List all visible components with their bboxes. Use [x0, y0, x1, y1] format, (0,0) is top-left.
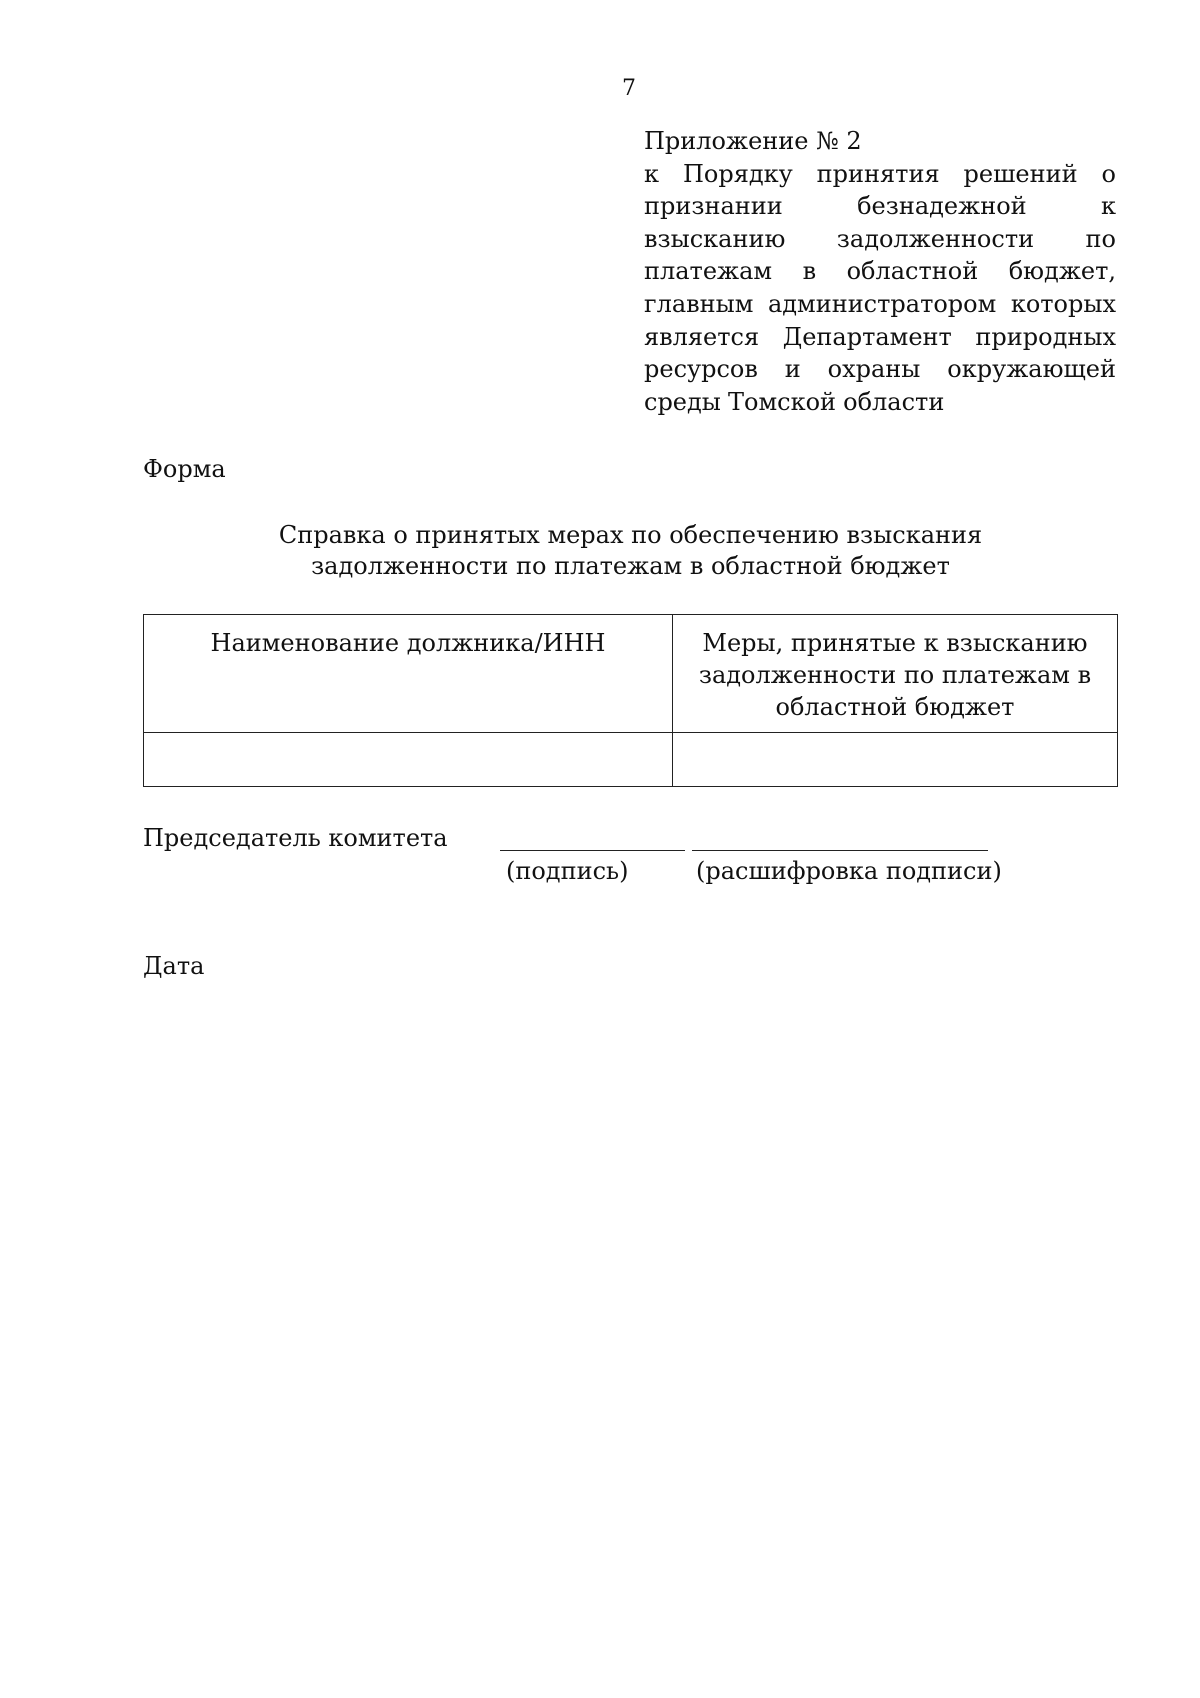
form-label: Форма [143, 455, 226, 483]
header-measures [673, 615, 1118, 733]
signature-transcript-caption: (расшифровка подписи) [696, 857, 1002, 885]
document-title [143, 520, 1118, 582]
measures-table [143, 614, 1118, 787]
cell-debtor [144, 733, 673, 787]
signature-caption: (подпись) [506, 857, 629, 885]
document-title-line-2: задолженности по платежам в областной бюджет [311, 552, 950, 580]
signature-transcript-line [692, 850, 988, 851]
date-label: Дата [143, 952, 205, 980]
chairman-label: Председатель комитета [143, 824, 448, 852]
header-measures-line-2: задолженности по платежам в [698, 661, 1092, 689]
document-title-line-1: Справка о принятых мерах по обеспечению взыскания [278, 521, 983, 549]
cell-measures [673, 733, 1118, 787]
appendix-block [644, 125, 1116, 418]
header-debtor: Наименование должника/ИНН [144, 615, 673, 733]
table-row [144, 733, 1118, 787]
page-number: 7 [622, 76, 636, 101]
header-measures-line-1: Меры, принятые к взысканию [702, 629, 1088, 657]
header-measures-line-3: областной бюджет [775, 693, 1015, 721]
table-header-row [144, 615, 1118, 733]
appendix-body: к Порядку принятия решений о признании безнадежной к взысканию задолженности по платежам в областной бюджет, главным администратором которых является Департамент природных ресурсов и охраны окружающей среды Томской области [644, 159, 1116, 416]
signature-line [500, 850, 685, 851]
appendix-title: Приложение № 2 [644, 127, 862, 155]
